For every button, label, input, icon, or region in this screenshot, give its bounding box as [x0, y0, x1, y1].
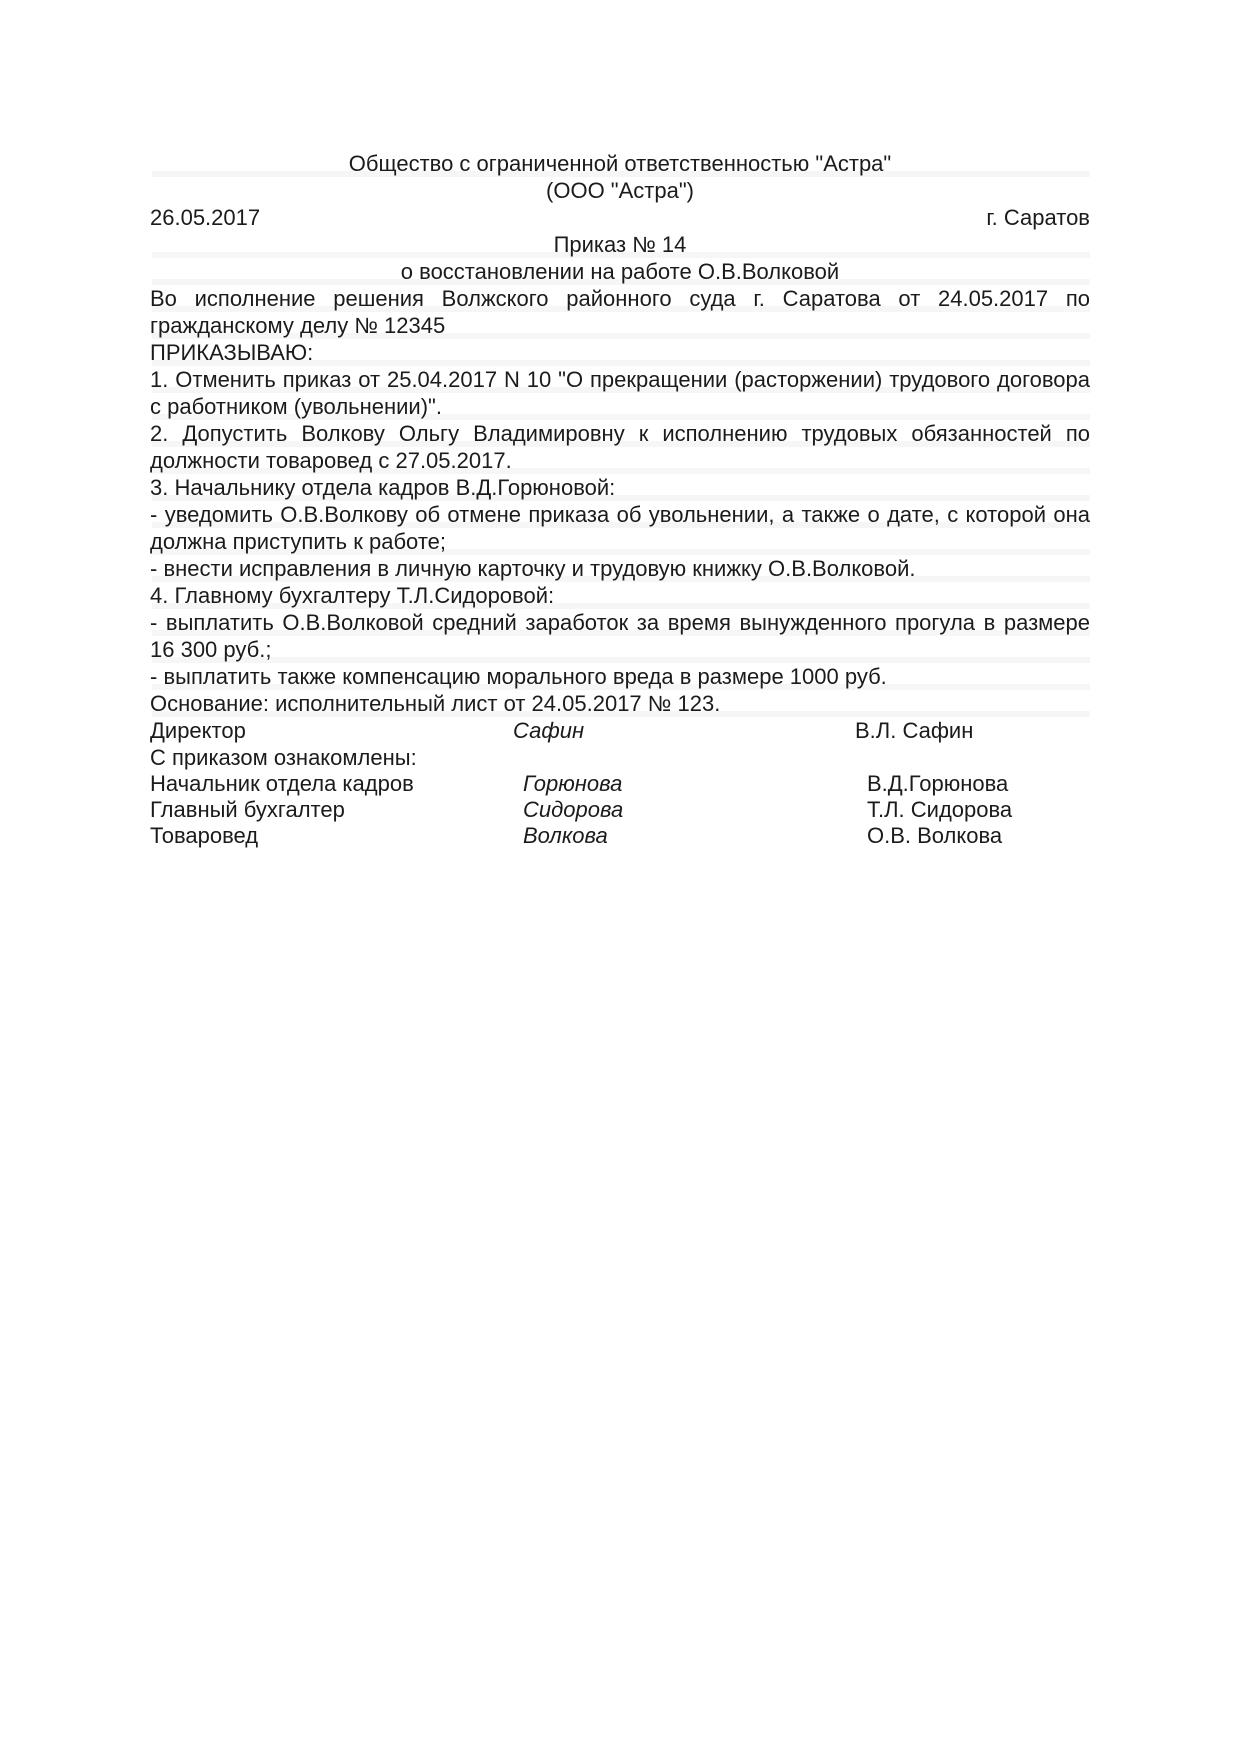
order-city: г. Саратов [986, 205, 1090, 230]
director-position: Директор [150, 718, 246, 743]
order-preamble: Во исполнение решения Волжского районного суда г. Саратова от 24.05.2017 по гражданскому делу № 12345 [150, 286, 1090, 338]
ack-signature: Волкова [523, 823, 608, 848]
order-item-4-sub-2: - выплатить также компенсацию морального вреда в размере 1000 руб. [150, 663, 1090, 690]
order-item-3: 3. Начальнику отдела кадров В.Д.Горюновой: [150, 474, 1090, 501]
ack-position: Начальник отдела кадров [150, 771, 414, 796]
director-signature: Сафин [513, 718, 585, 743]
director-signature-row [150, 717, 1090, 744]
order-title: Приказ № 14 [150, 231, 1090, 258]
order-basis: Основание: исполнительный лист от 24.05.2017 № 123. [150, 690, 1090, 717]
ack-name: Т.Л. Сидорова [867, 797, 1013, 822]
order-item-2: 2. Допустить Волкову Ольгу Владимировну к исполнению трудовых обязанностей по должности товаровед с 27.05.2017. [150, 421, 1090, 473]
order-subtitle: о восстановлении на работе О.В.Волковой [150, 258, 1090, 285]
director-name: В.Л. Сафин [855, 718, 974, 743]
ack-signature: Горюнова [523, 771, 623, 796]
order-item-1: 1. Отменить приказ от 25.04.2017 N 10 "О прекращении (расторжении) трудового договора с работником (увольнении)". [150, 367, 1090, 419]
acknowledged-row-accountant [150, 797, 1090, 823]
acknowledged-row-hr [150, 771, 1090, 797]
order-item-4-sub-1: - выплатить О.В.Волковой средний заработок за время вынужденного прогула в размере 16 300 руб.; [150, 610, 1090, 662]
command-word: ПРИКАЗЫВАЮ: [150, 339, 1090, 366]
order-item-3-sub-1: - уведомить О.В.Волкову об отмене приказа об увольнении, а также о дате, с которой она должна приступить к работе; [150, 502, 1090, 554]
ack-position: Главный бухгалтер [150, 797, 345, 822]
acknowledged-row-merchandiser [150, 823, 1090, 849]
company-name-short: (ООО "Астра") [546, 178, 694, 203]
ack-name: О.В. Волкова [867, 823, 1003, 848]
ack-position: Товаровед [150, 823, 259, 848]
ack-signature: Сидорова [523, 797, 624, 822]
acknowledged-label: С приказом ознакомлены: [150, 745, 417, 770]
acknowledged-table [150, 771, 1090, 849]
company-name-full: Общество с ограниченной ответственностью "Астра" [150, 150, 1090, 177]
order-date: 26.05.2017 [150, 205, 261, 230]
ack-name: В.Д.Горюнова [867, 771, 1009, 796]
order-item-3-sub-2: - внести исправления в личную карточку и трудовую книжку О.В.Волковой. [150, 555, 1090, 582]
order-item-4: 4. Главному бухгалтеру Т.Л.Сидоровой: [150, 582, 1090, 609]
date-city-row [150, 204, 1090, 231]
